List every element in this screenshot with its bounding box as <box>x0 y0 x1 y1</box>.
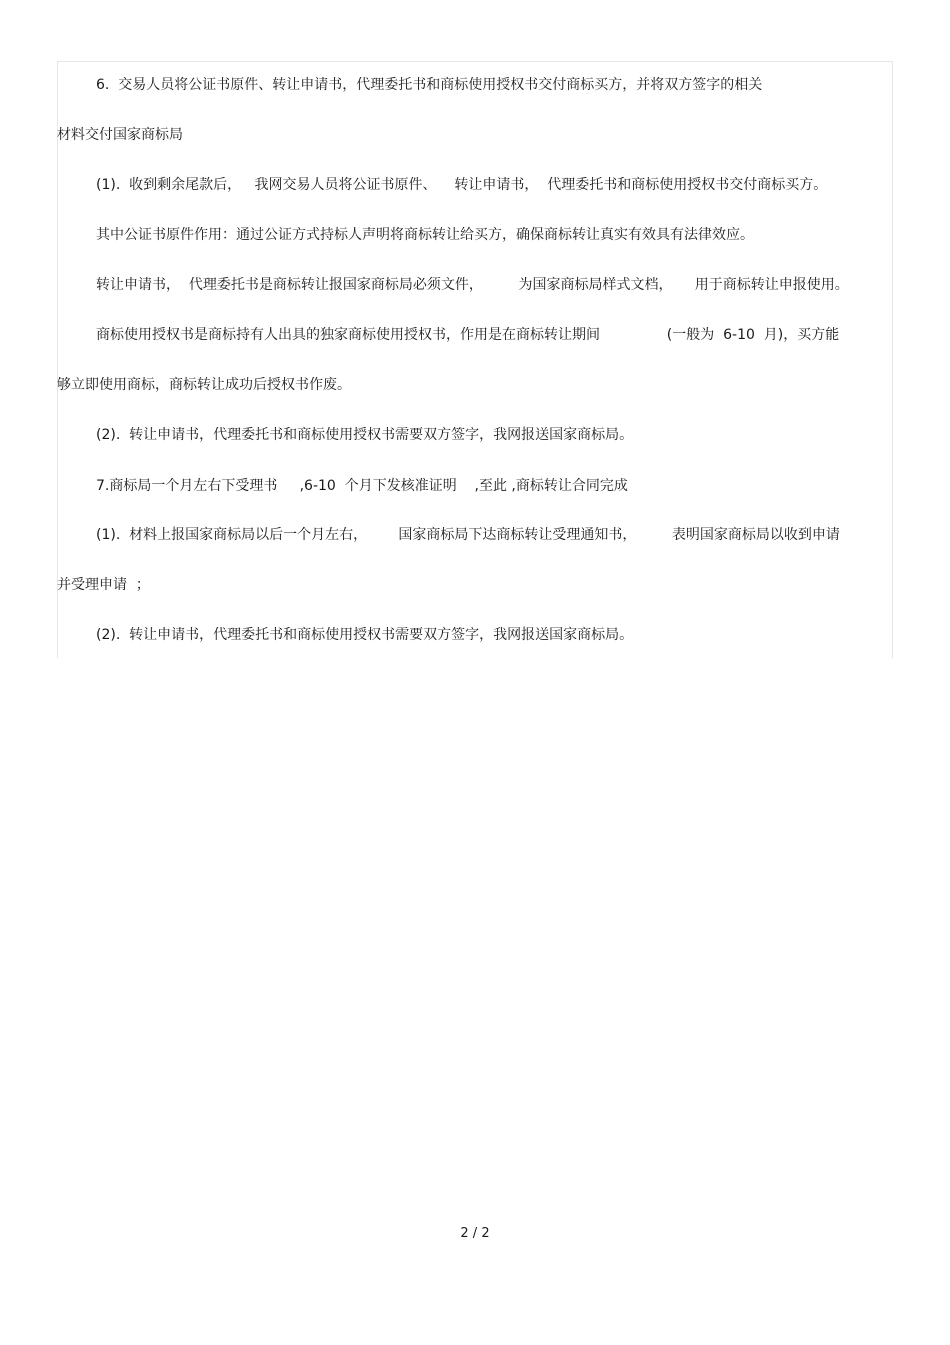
step-7-item-1: (1). 材料上报国家商标局以后一个月左右， 国家商标局下达商标转让受理通知书， 表明国家商标局以收到申请 <box>96 527 840 543</box>
step-7-item-1-continued: 并受理申请 ； <box>57 577 150 593</box>
page-frame <box>57 61 893 658</box>
notarial-certificate-purpose: 其中公证书原件作用：通过公证方式持标人声明将商标转让给买方，确保商标转让真实有效具有法律效应。 <box>96 227 754 243</box>
step-7-heading: 7.商标局一个月左右下受理书 ,6-10 个月下发核准证明 ,至此 ,商标转让合同完成 <box>96 478 628 494</box>
transfer-application-note: 转让申请书， 代理委托书是商标转让报国家商标局必须文件， 为国家商标局样式文档， 用于商标转让申报使用。 <box>96 277 849 293</box>
license-authorization-note-continued: 够立即使用商标，商标转让成功后授权书作废。 <box>57 377 351 393</box>
step-6-item-2: (2). 转让申请书，代理委托书和商标使用授权书需要双方签字，我网报送国家商标局。 <box>96 427 634 443</box>
page-number: 2 / 2 <box>460 1226 490 1241</box>
license-authorization-note: 商标使用授权书是商标持有人出具的独家商标使用授权书，作用是在商标转让期间 (一般为 6-10 月)，买方能 <box>96 327 840 343</box>
step-7-item-2: (2). 转让申请书，代理委托书和商标使用授权书需要双方签字，我网报送国家商标局。 <box>96 627 634 643</box>
step-6-heading: 6. 交易人员将公证书原件、转让申请书，代理委托书和商标使用授权书交付商标买方，并将双方签字的相关 <box>96 77 763 93</box>
step-6-item-1: (1). 收到剩余尾款后， 我网交易人员将公证书原件、 转让申请书， 代理委托书和商标使用授权书交付商标买方。 <box>96 177 828 193</box>
step-6-heading-continued: 材料交付国家商标局 <box>57 127 183 143</box>
